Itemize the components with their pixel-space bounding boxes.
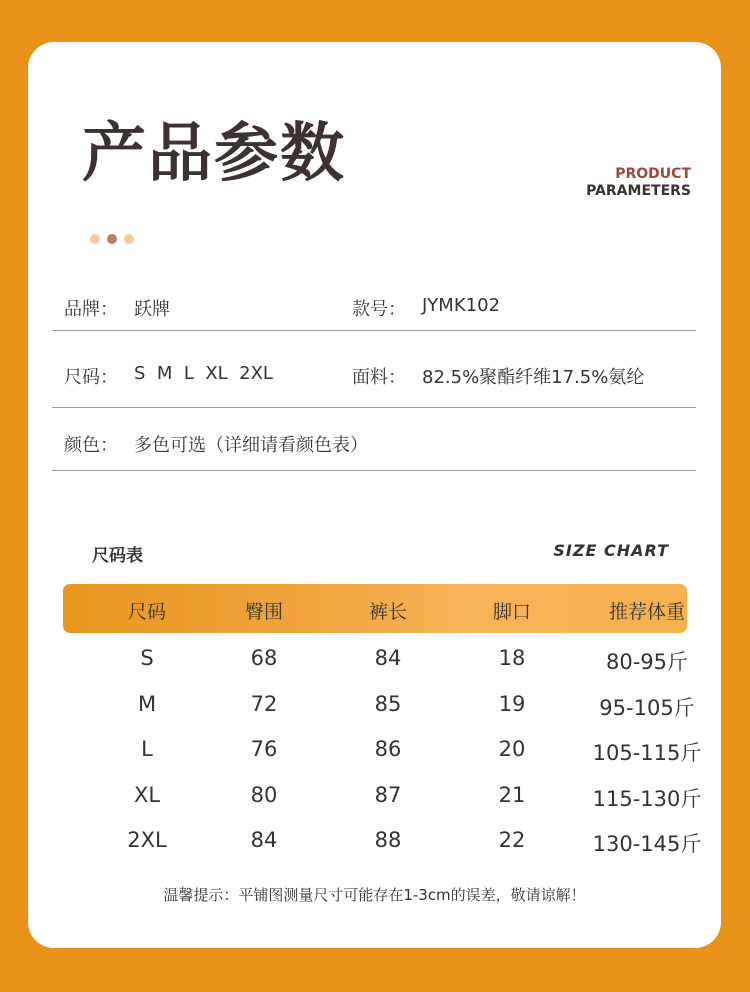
decorative-dots <box>90 234 134 244</box>
header-size: 尺码 <box>127 601 166 623</box>
cell-hip: 76 <box>250 737 278 761</box>
cell-length: 85 <box>374 692 402 716</box>
english-title-line2: PARAMETERS <box>586 183 691 199</box>
header-hem: 脚口 <box>492 601 531 623</box>
cell-weight: 80-95斤 <box>605 650 689 674</box>
dot-icon <box>90 234 100 244</box>
cell-hem: 19 <box>498 692 526 716</box>
cell-weight: 130-145斤 <box>592 832 702 856</box>
english-title-line1: PRODUCT <box>615 166 691 182</box>
header-weight: 推荐体重 <box>608 601 685 623</box>
fabric-label: 面料： <box>352 367 406 388</box>
param-row-size <box>52 363 696 408</box>
cell-hip: 84 <box>250 828 278 852</box>
parameter-card <box>28 42 721 948</box>
table-row <box>63 692 695 722</box>
cell-hip: 68 <box>250 646 278 670</box>
table-row <box>63 646 687 676</box>
fabric-value: 82.5%聚酯纤维17.5%氨纶 <box>422 367 645 388</box>
color-value: 多色可选（详细请看颜色表） <box>134 435 368 456</box>
brand-label: 品牌： <box>64 299 118 320</box>
header-hip: 臀围 <box>244 601 283 623</box>
style-value: JYMK102 <box>422 295 500 316</box>
size-table-header <box>63 584 687 633</box>
cell-size: M <box>137 692 157 716</box>
brand-value: 跃牌 <box>134 299 170 320</box>
size-chart-title-en: SIZE CHART <box>553 541 669 560</box>
table-row <box>63 737 702 767</box>
cell-weight: 95-105斤 <box>599 696 695 720</box>
cell-hip: 80 <box>250 783 278 807</box>
dot-icon <box>107 234 117 244</box>
table-row <box>63 783 702 813</box>
header-length: 裤长 <box>368 601 407 623</box>
page-title: 产品参数 <box>82 117 346 191</box>
cell-length: 84 <box>374 646 402 670</box>
cell-hem: 20 <box>498 737 526 761</box>
cell-hem: 18 <box>498 646 526 670</box>
size-value: S M L XL 2XL <box>134 363 273 384</box>
footer-note: 温馨提示：平铺图测量尺寸可能存在1-3cm的误差，敬请谅解！ <box>163 886 586 904</box>
size-chart-title: 尺码表 <box>92 546 143 566</box>
color-label: 颜色： <box>64 435 118 456</box>
cell-length: 87 <box>374 783 402 807</box>
cell-size: S <box>140 646 154 670</box>
style-label: 款号： <box>352 299 406 320</box>
cell-size: XL <box>133 783 161 807</box>
cell-weight: 105-115斤 <box>592 741 702 765</box>
cell-weight: 115-130斤 <box>592 787 702 811</box>
dot-icon <box>124 234 134 244</box>
english-title <box>586 166 691 200</box>
cell-size: 2XL <box>127 828 167 852</box>
size-label: 尺码： <box>64 367 118 388</box>
cell-hip: 72 <box>250 692 278 716</box>
cell-length: 86 <box>374 737 402 761</box>
param-row-color <box>52 431 696 471</box>
cell-hem: 22 <box>498 828 526 852</box>
cell-hem: 21 <box>498 783 526 807</box>
cell-size: L <box>141 737 153 761</box>
cell-length: 88 <box>374 828 402 852</box>
param-row-brand <box>52 295 696 331</box>
table-row <box>63 828 702 858</box>
